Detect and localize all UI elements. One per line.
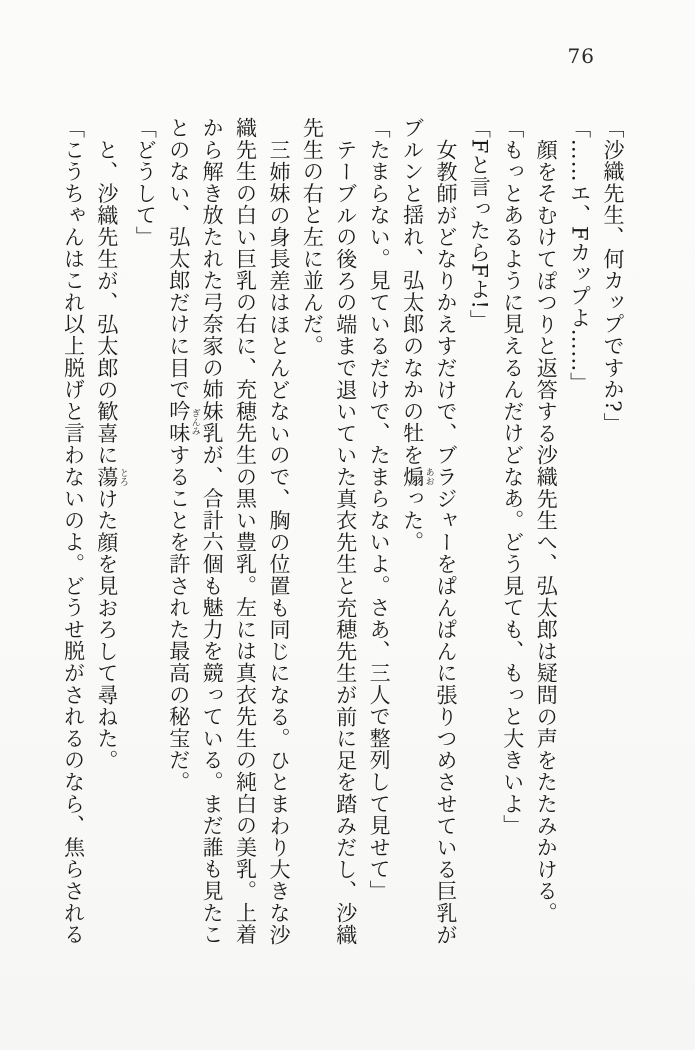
paragraph: テーブルの後ろの端まで退いていた真衣先生と充穂先生が前に足を踏みだし、沙織先生の右と左に並んだ。: [300, 117, 358, 946]
paragraph: 女教師がどなりかえすだけで、ブラジャーをぱんぱんに張りつめさせている巨乳がブルンと揺れ、弘太郎のなかの牡を煽 あおった。: [400, 117, 458, 946]
paragraph: と、沙織先生が、弘太郎の歓喜に蕩 とろけた顔を見おろして尋ねた。: [94, 138, 128, 772]
paragraph: 「Fと言ったらFよ!」: [467, 117, 492, 332]
paragraph: 「沙織先生、何カップですか?」: [601, 117, 625, 435]
furigana-ruby: 蕩 とろ: [94, 465, 128, 488]
furigana-ruby: 煽 あお: [400, 465, 434, 488]
paragraph: 「たまらない。見ているだけで、たまらないよ。さあ、三人で整列して見せて」: [367, 117, 392, 902]
paragraph: 「……エ、Fカップよ……」: [567, 117, 592, 394]
furigana-text: あお: [423, 465, 434, 488]
furigana-ruby: 吟味 ぎんみ: [166, 400, 200, 445]
furigana-text: ぎんみ: [189, 400, 200, 444]
furigana-text: とろ: [117, 465, 128, 488]
paragraph: 三姉妹の身長差はほとんどないので、胸の位置も同じになる。ひとまわり大きな沙織先生の白い巨乳の右に、充穂先生の黒い豊乳。左には真衣先生の純白の美乳。上着から解き放たれた弓奈家の姉妹乳が、合計六個も魅力を競っている。まだ誰も見たことのない、弘太郎だけに目で吟味 ぎんみすることを許された最高の秘宝だ。: [166, 117, 291, 946]
paragraph: 「もっとあるように見えるんだけどなあ。どう見ても、もっと大きいよ」: [500, 117, 525, 837]
paragraph: 「どうして」: [133, 117, 158, 248]
page-number: 76: [567, 44, 595, 68]
paragraph: 「こうちゃんはこれ以上脱げと言わないのよ。どうせ脱がされるのなら、焦らされる: [61, 117, 86, 946]
page-text: [56, 117, 629, 947]
paragraph: 顔をそむけてぽつりと返答する沙織先生へ、弘太郎は疑問の声をたたみかける。: [534, 138, 559, 924]
